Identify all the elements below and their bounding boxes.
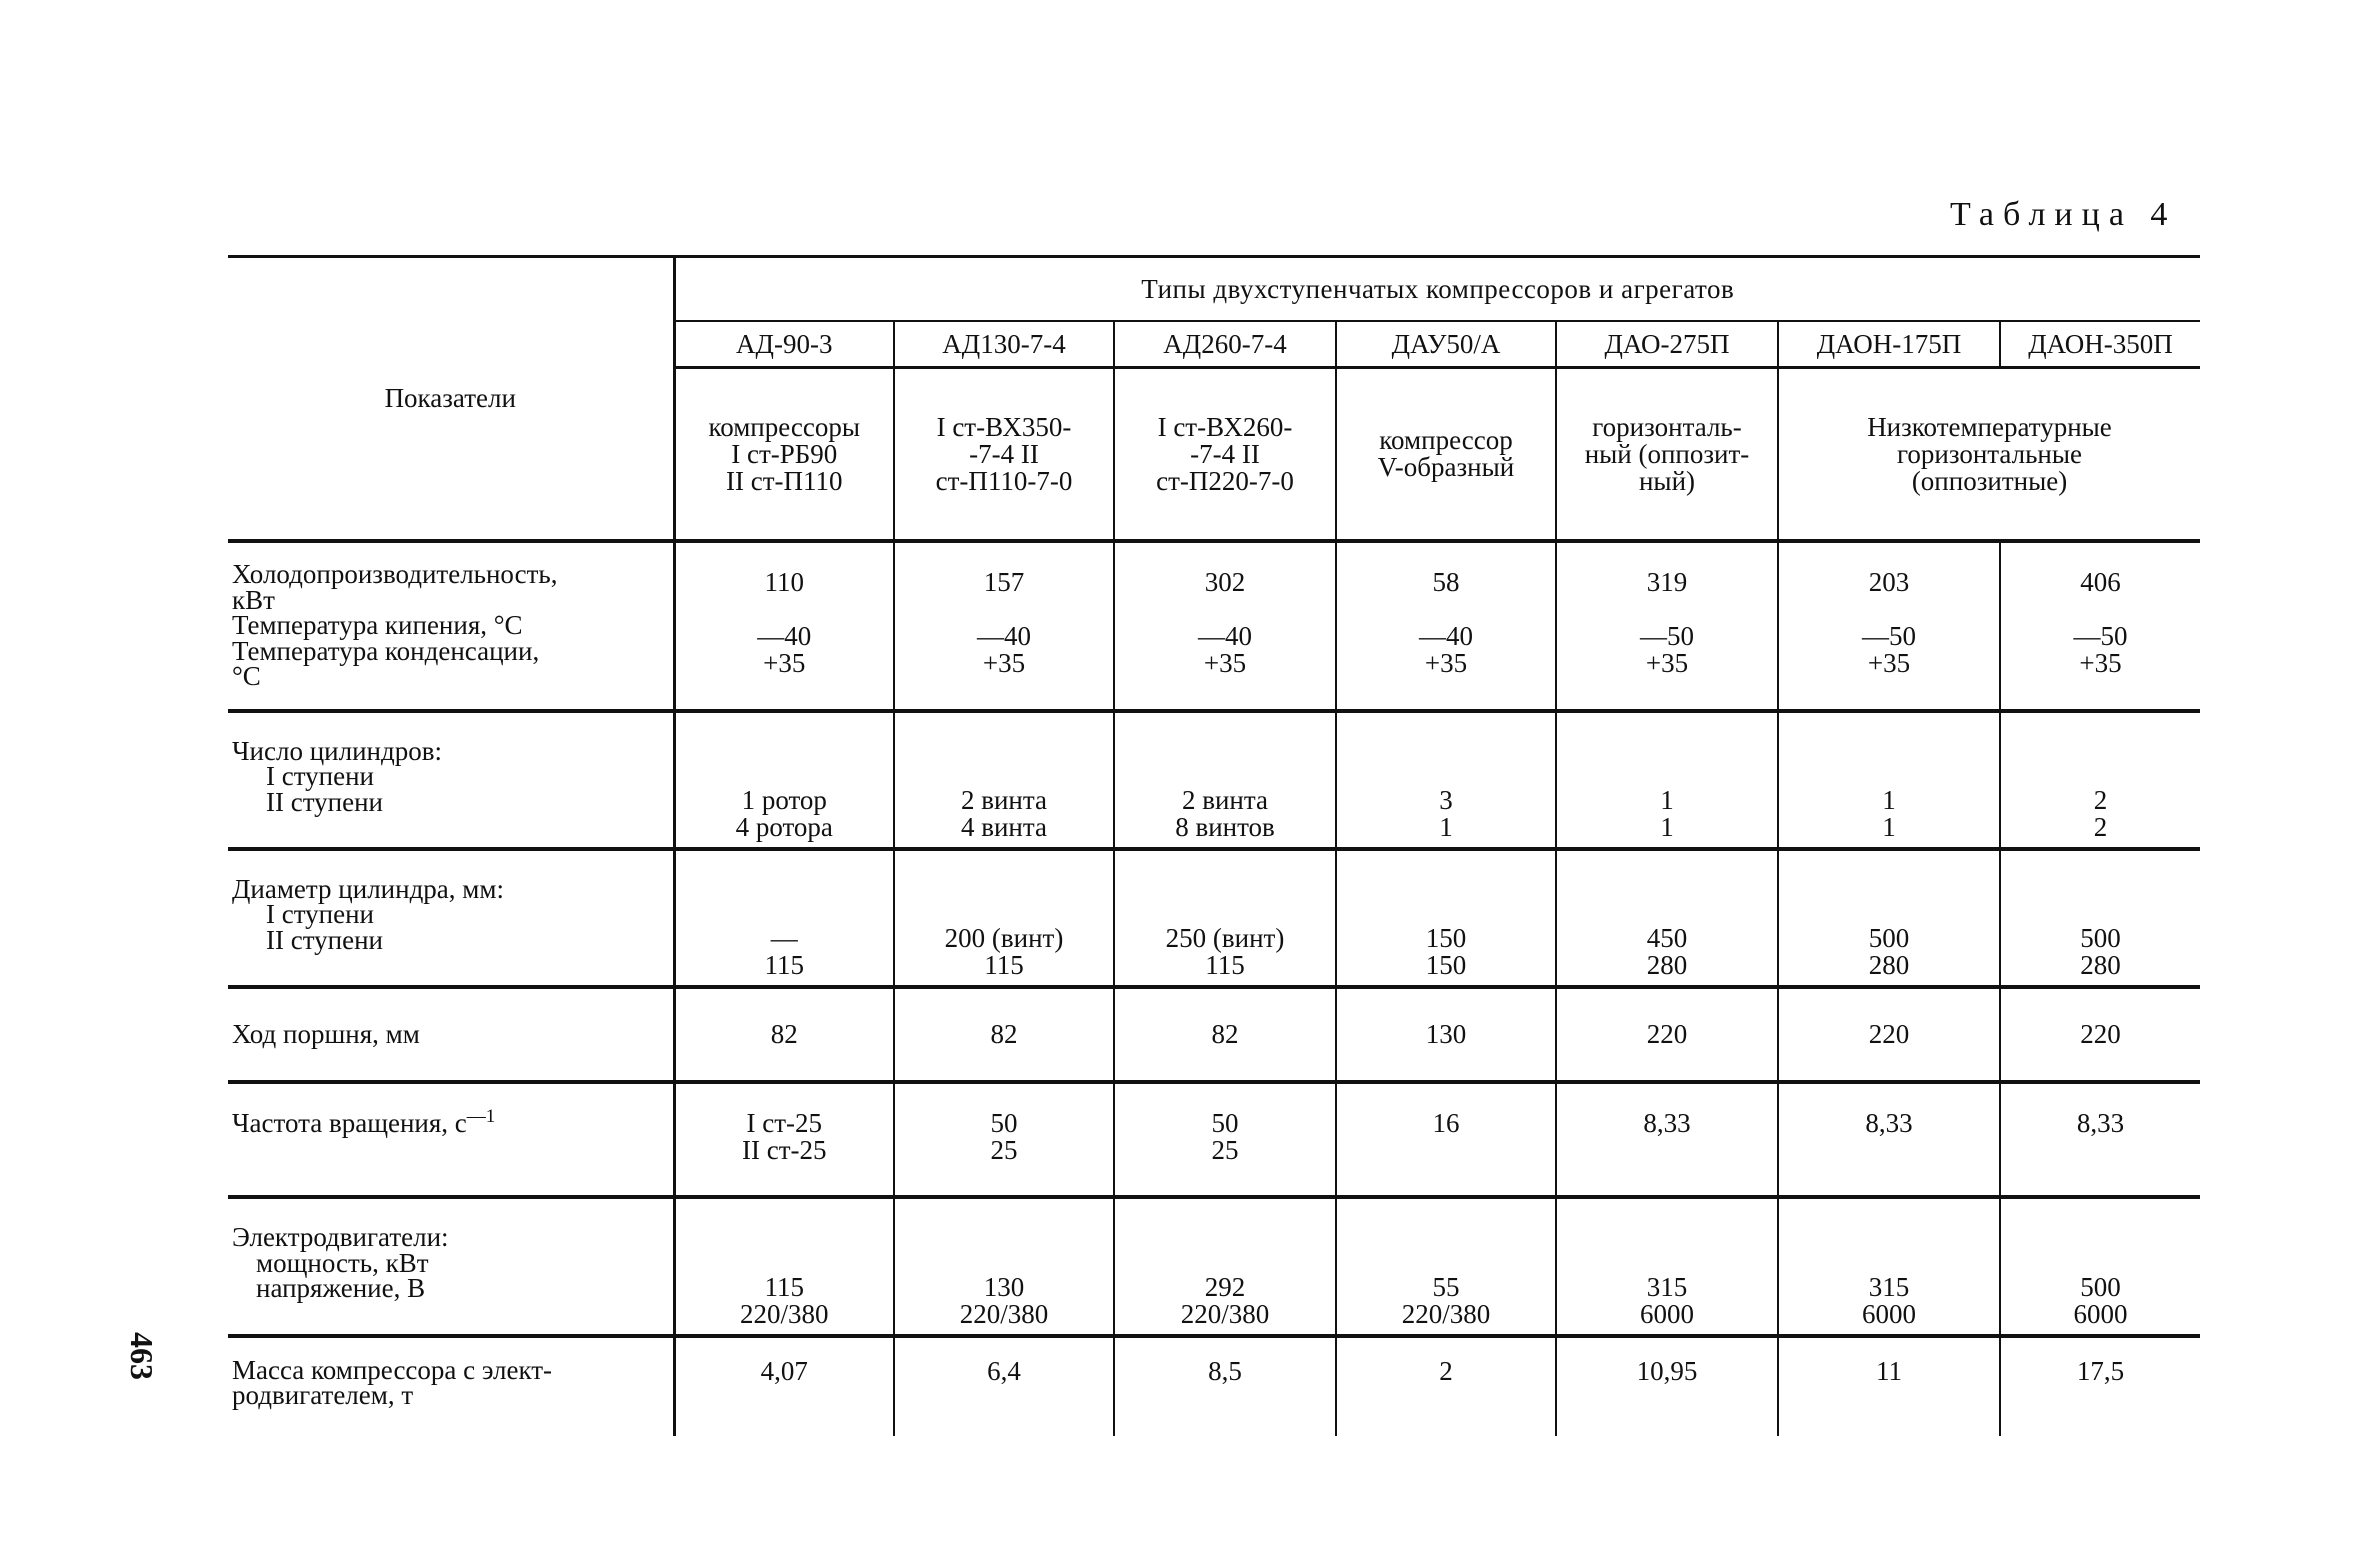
table-row bbox=[228, 1197, 2200, 1335]
row-label bbox=[228, 849, 674, 987]
table-cell: 319 —50 +35 bbox=[1556, 541, 1778, 711]
table-cell: 6,4 bbox=[894, 1336, 1114, 1436]
table-row bbox=[228, 1336, 2200, 1436]
table-cell: 315 6000 bbox=[1778, 1197, 2000, 1335]
model-description: I ст-ВХ350- -7-4 II ст-П110-7-0 bbox=[894, 368, 1114, 542]
model-description: Низкотемпературные горизонтальные (оппозитные) bbox=[1778, 368, 2200, 542]
table-cell: 450 280 bbox=[1556, 849, 1778, 987]
table-cell: 2 винта 8 винтов bbox=[1114, 711, 1336, 849]
model-description: горизонталь- ный (оппозит- ный) bbox=[1556, 368, 1778, 542]
row-label-sub: мощность, кВт напряжение, В bbox=[256, 1247, 429, 1304]
row-label: Холодопроизводительность, кВт Температура кипения, °С Температура конденсации, °С bbox=[228, 541, 674, 711]
table-cell: 115 220/380 bbox=[674, 1197, 894, 1335]
table-cell: 130 bbox=[1336, 987, 1556, 1082]
table-cell: 8,33 bbox=[1778, 1082, 2000, 1197]
table-cell: 50 25 bbox=[1114, 1082, 1336, 1197]
table-cell: I ст-25 II ст-25 bbox=[674, 1082, 894, 1197]
table-cell: 500 280 bbox=[2000, 849, 2200, 987]
table-cell: 8,33 bbox=[2000, 1082, 2200, 1197]
table-cell: 500 6000 bbox=[2000, 1197, 2200, 1335]
table-cell: 150 150 bbox=[1336, 849, 1556, 987]
table-cell: 2 bbox=[1336, 1336, 1556, 1436]
row-label-title: Число цилиндров: bbox=[232, 735, 442, 766]
table-cell: 406 —50 +35 bbox=[2000, 541, 2200, 711]
table-cell: 3 1 bbox=[1336, 711, 1556, 849]
table-cell: 292 220/380 bbox=[1114, 1197, 1336, 1335]
row-label-text: Частота вращения, с bbox=[232, 1108, 467, 1139]
model-description: компрессоры I ст-РБ90 II ст-П110 bbox=[674, 368, 894, 542]
page-number: 463 bbox=[124, 1332, 160, 1380]
table-row bbox=[228, 541, 2200, 711]
table-cell: 203 —50 +35 bbox=[1778, 541, 2000, 711]
table-title: Таблица 4 bbox=[1950, 196, 2177, 233]
model-header: ДАУ50/А bbox=[1336, 321, 1556, 368]
table-cell: 110 —40 +35 bbox=[674, 541, 894, 711]
row-label bbox=[228, 1082, 674, 1197]
table-cell: 2 2 bbox=[2000, 711, 2200, 849]
row-label: Ход поршня, мм bbox=[228, 987, 674, 1082]
model-header: АД260-7-4 bbox=[1114, 321, 1336, 368]
row-label bbox=[228, 1197, 674, 1335]
table-cell: 10,95 bbox=[1556, 1336, 1778, 1436]
table-cell: 302 —40 +35 bbox=[1114, 541, 1336, 711]
table-cell: 250 (винт) 115 bbox=[1114, 849, 1336, 987]
table-cell: 16 bbox=[1336, 1082, 1556, 1197]
row-label: Масса компрессора с элект- родвигателем, т bbox=[228, 1336, 674, 1436]
table-row bbox=[228, 711, 2200, 849]
row-label-exponent: —1 bbox=[466, 1106, 496, 1128]
table-cell: 17,5 bbox=[2076, 1355, 2125, 1386]
table-cell: 1 1 bbox=[1556, 711, 1778, 849]
model-description: компрессор V-образный bbox=[1336, 368, 1556, 542]
table-cell: 11 bbox=[1778, 1336, 2000, 1436]
row-label-title: Диаметр цилиндра, мм: bbox=[232, 873, 504, 904]
table-cell: 2 винта 4 винта bbox=[894, 711, 1114, 849]
table-cell: 220 bbox=[1778, 987, 2000, 1082]
table-cell: 55 220/380 bbox=[1336, 1197, 1556, 1335]
table-cell: 8,5 bbox=[1114, 1336, 1336, 1436]
compressor-table-container bbox=[228, 255, 2200, 1436]
table-cell: 1 1 bbox=[1778, 711, 2000, 849]
table-cell: 220 bbox=[1556, 987, 1778, 1082]
table-cell: 58 —40 +35 bbox=[1336, 541, 1556, 711]
table-cell: 50 25 bbox=[894, 1082, 1114, 1197]
model-header: АД-90-3 bbox=[674, 321, 894, 368]
row-label-sub: I ступени II ступени bbox=[266, 761, 383, 817]
table-cell: 315 6000 bbox=[1556, 1197, 1778, 1335]
row-label-title: Электродвигатели: bbox=[232, 1222, 449, 1253]
table-row bbox=[228, 1082, 2200, 1197]
row-label bbox=[228, 711, 674, 849]
table-cell: 130 220/380 bbox=[894, 1197, 1114, 1335]
table-row bbox=[228, 849, 2200, 987]
table-cell: 8,33 bbox=[1556, 1082, 1778, 1197]
model-header: ДАОН-175П bbox=[1778, 321, 2000, 368]
table-cell: 82 bbox=[1114, 987, 1336, 1082]
row-label-sub: I ступени II ступени bbox=[266, 899, 383, 956]
group-header: Типы двухступенчатых компрессоров и агрегатов bbox=[674, 257, 2200, 322]
table-cell: 500 280 bbox=[1778, 849, 2000, 987]
compressor-table bbox=[228, 255, 2200, 1436]
table-cell: 157 —40 +35 bbox=[894, 541, 1114, 711]
table-cell: 220 bbox=[2000, 987, 2200, 1082]
model-header: ДАО-275П bbox=[1556, 321, 1778, 368]
param-column-header: Показатели bbox=[228, 257, 674, 542]
table-cell: 82 bbox=[674, 987, 894, 1082]
table-cell: 82 bbox=[894, 987, 1114, 1082]
model-header: АД130-7-4 bbox=[894, 321, 1114, 368]
table-cell: — 115 bbox=[674, 849, 894, 987]
table-cell: 4,07 bbox=[674, 1336, 894, 1436]
model-description: I ст-ВХ260- -7-4 II ст-П220-7-0 bbox=[1114, 368, 1336, 542]
table-row bbox=[228, 987, 2200, 1082]
table-cell: 1 ротор 4 ротора bbox=[674, 711, 894, 849]
table-cell: 200 (винт) 115 bbox=[894, 849, 1114, 987]
model-header: ДАОН-350П bbox=[2000, 321, 2200, 368]
